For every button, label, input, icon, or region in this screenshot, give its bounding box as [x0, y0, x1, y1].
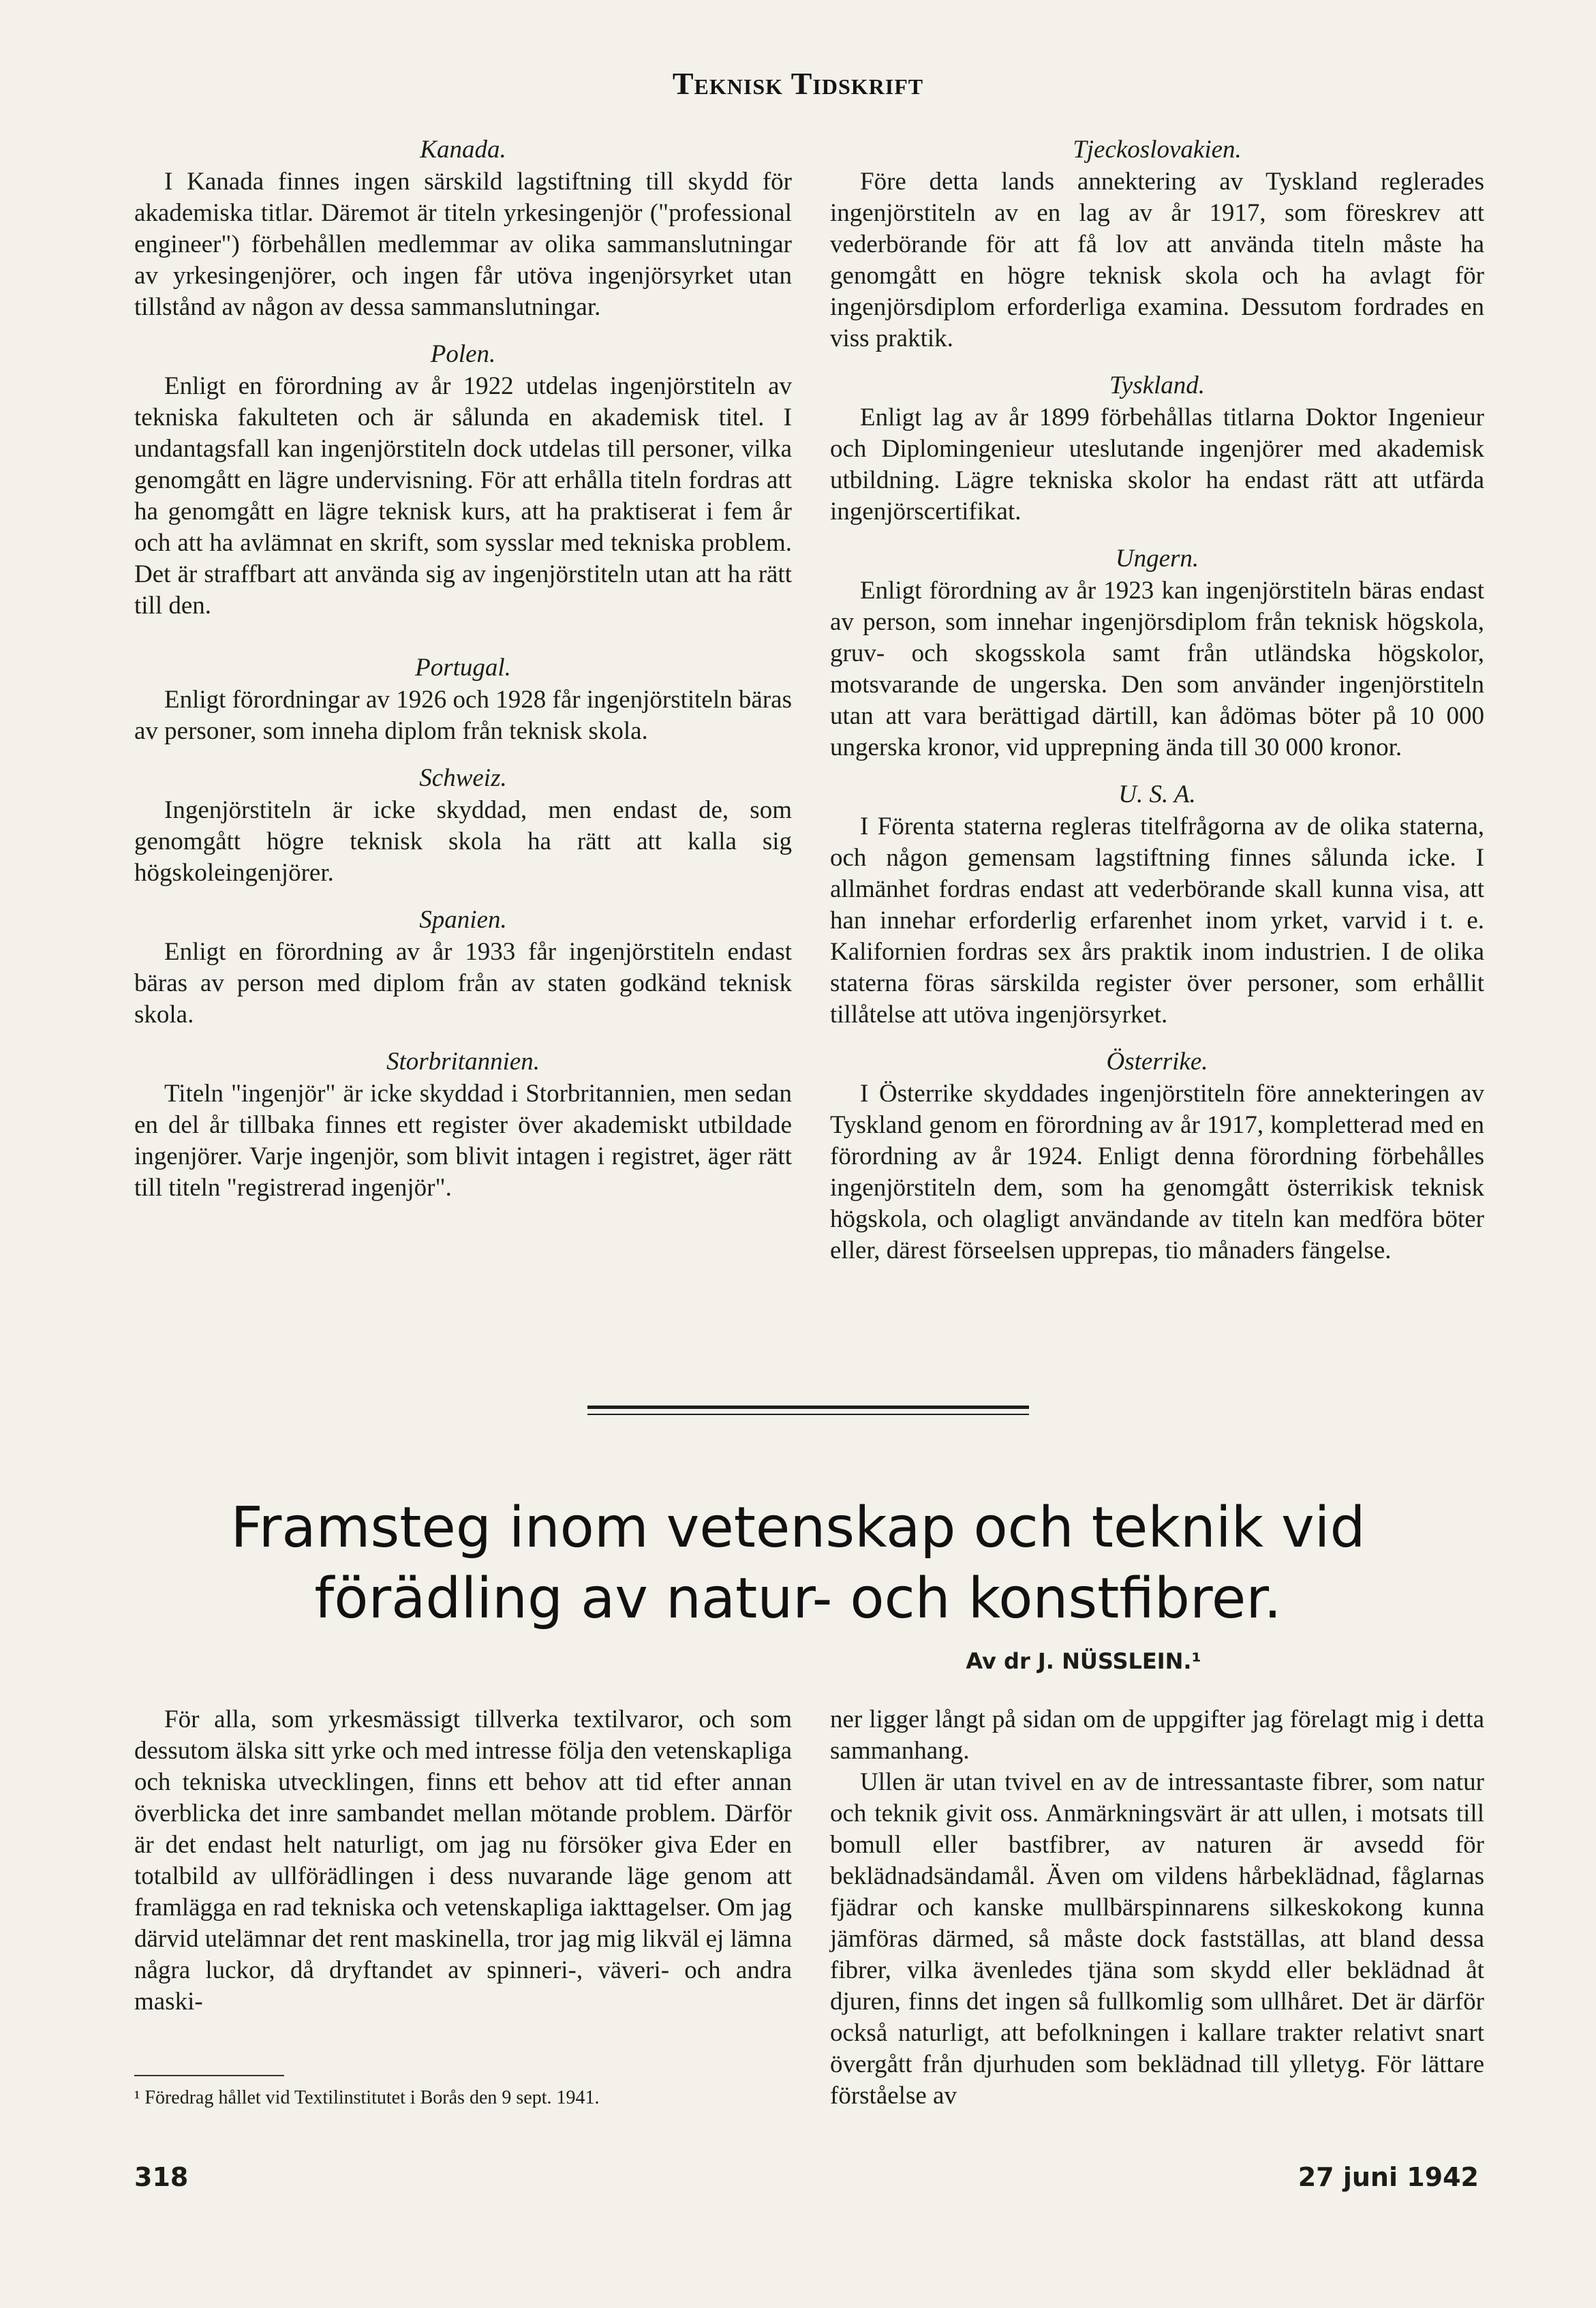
- section-portugal: [134, 652, 792, 747]
- article-paragraph: ner ligger långt på sidan om de uppgifter jag förelagt mig i detta sammanhang.: [830, 1705, 1484, 1765]
- section-divider-thin: [587, 1414, 1029, 1415]
- section-text: I Österrike skyddades ingenjörstiteln före annekteringen av Tyskland genom en förordning av år 1917, kompletterad med en förordning av år 1924. Enligt denna förordning förbehålles ingenjörstiteln dem, som ha genomgått österrikisk teknisk högskola, och olagligt användande av titeln kan medföra böter eller, därest förseelsen upprepas, tio månaders fängelse.: [830, 1080, 1484, 1264]
- article-paragraph: För alla, som yrkesmässigt tillverka textilvaror, och som dessutom älska sitt yrke och med intresse följa den vetenskapliga och tekniska utvecklingen, finns ett behov att tid efter annan överblicka det inre sambandet mellan mötande problem. Därför är det endast helt naturligt, om jag nu försöker giva Eder en totalbild av ullförädlingen i dess nuvarande läge genom att framlägga en rad tekniska och vetenskapliga iakttagelser. Om jag därvid utelämnar det rent maskinella, tror jag mig likväl ej lämna några luckor, då dryftandet av spinneri-, väveri- och andra maski-: [134, 1705, 792, 2016]
- section-text: Enligt en förordning av år 1933 får ingenjörstiteln endast bäras av person med diplom från av staten godkänd teknisk skola.: [134, 938, 792, 1029]
- article-title: Framsteg inom vetenskap och teknik vid förädling av natur- och konstfibrer.: [230, 1495, 1366, 1631]
- article-paragraph: Ullen är utan tvivel en av de intressantaste fibrer, som natur och teknik givit oss. Anmärkningsvärt är att ullen, i motsats till bomull eller bastfibrer, av naturen är avsedd för beklädnadsändamål. Även om vildens hårbeklädnad, fåglarnas fjädrar och kanske mullbärspinnarens silkeskokong kunna jämföras därmed, så måste dock fastställas, att bland dessa fibrer, vilka ävenledes tjäna som skydd eller beklädnad åt djuren, finns det ingen så fullkomlig som ullhåret. Det är därför också naturligt, att befolkningen i kallare trakter relativt snart övergått från djurhuden som beklädnad till ylletyg. För lättare förståelse av: [830, 1768, 1484, 2110]
- article-byline: Av dr J. NÜSSLEIN.¹: [966, 1648, 1201, 1674]
- section-text: Enligt förordningar av 1926 och 1928 får ingenjörstiteln bäras av personer, som inneha diplom från teknisk skola.: [134, 686, 792, 745]
- page-number: 318: [134, 2162, 189, 2192]
- article-right-column: [830, 1704, 1484, 2112]
- section-osterrike: [830, 1046, 1484, 1266]
- section-text: Ingenjörstiteln är icke skyddad, men endast de, som genomgått högre teknisk skola ha rätt att kalla sig högskoleingenjörer.: [134, 796, 792, 887]
- section-text: Före detta lands annektering av Tyskland reglerades ingenjörstiteln av en lag av år 1917, som föreskrev att vederbörande för att få lov att använda titeln måste ha genomgått en högre teknisk skola och ha avlagt för ingenjörsdiplom erforderliga examina. Dessutom fordrades en viss praktik.: [830, 168, 1484, 352]
- section-text: Titeln "ingenjör" är icke skyddad i Storbritannien, men sedan en del år tillbaka finnes ett register över akademiskt utbildade ingenjörer. Varje ingenjör, som blivit intagen i registret, äger rätt till titeln "registrerad ingenjör".: [134, 1080, 792, 1202]
- issue-date: 27 juni 1942: [1298, 2162, 1479, 2192]
- section-heading: Portugal.: [415, 654, 511, 682]
- article-left-column: [134, 1704, 792, 2018]
- section-text: Enligt lag av år 1899 förbehållas titlarna Doktor Ingenieur och Diplomingenieur uteslutande ingenjörer med akademisk utbildning. Lägre tekniska skolor ha endast rätt att utfärda ingenjörscertifikat.: [830, 404, 1484, 526]
- footnote-text: ¹ Föredrag hållet vid Textilinstitutet i Borås den 9 sept. 1941.: [134, 2087, 600, 2108]
- section-heading: Kanada.: [420, 136, 506, 164]
- section-tjeckoslovakien: [830, 134, 1484, 354]
- footnote-rule: [134, 2075, 284, 2076]
- section-heading: Tyskland.: [1109, 371, 1206, 399]
- section-text: I Kanada finnes ingen särskild lagstiftning till skydd för akademiska titlar. Däremot är titeln yrkesingenjör ("professional engineer") förbehållen medlemmar av olika sammanslutningar av yrkesingenjörer, och ingen får utöva ingenjörsyrket utan tillstånd av någon av dessa sammanslutningar.: [134, 168, 792, 321]
- section-text: Enligt en förordning av år 1922 utdelas ingenjörstiteln av tekniska fakulteten och är sålunda en akademisk titel. I undantagsfall kan ingenjörstiteln dock utdelas till personer, vilka genomgått en lägre undervisning. För att erhålla titeln fordras att ha genomgått en lägre teknisk kurs, att ha praktiserat i fem år och att ha avlämnat en skrift, som sysslar med tekniska problem. Det är straffbart att använda sig av ingenjörstiteln utan att ha rätt till den.: [134, 372, 792, 620]
- footnote: [134, 2075, 792, 2110]
- right-column-top: [830, 134, 1484, 1281]
- section-text: I Förenta staterna regleras titelfrågorna av de olika staterna, och någon gemensam lagstiftning finnes sålunda icke. I allmänhet fordras endast att vederbörande skall kunna visa, att han innehar erforderlig erfarenhet inom yrket, varvid i t. e. Kalifornien fordras sex års praktik inom industrien. I de olika staterna föras särskilda register över personer, som erhållit tillåtelse att utöva ingenjörsyrket.: [830, 813, 1484, 1029]
- journal-masthead: Teknisk Tidskrift: [672, 66, 924, 101]
- section-storbritannien: [134, 1046, 792, 1204]
- section-heading: Schweiz.: [419, 764, 507, 792]
- section-polen: [134, 338, 792, 622]
- section-heading: Tjeckoslovakien.: [1073, 136, 1242, 164]
- section-ungern: [830, 543, 1484, 763]
- section-heading: Spanien.: [419, 906, 507, 934]
- section-heading: U. S. A.: [1118, 780, 1196, 808]
- section-usa: [830, 778, 1484, 1031]
- left-column-top: [134, 134, 792, 1219]
- section-heading: Polen.: [430, 340, 496, 368]
- section-heading: Storbritannien.: [386, 1048, 540, 1076]
- section-kanada: [134, 134, 792, 323]
- section-divider-thick: [587, 1406, 1029, 1409]
- section-tyskland: [830, 369, 1484, 528]
- section-schweiz: [134, 762, 792, 889]
- section-spanien: [134, 904, 792, 1031]
- section-heading: Österrike.: [1106, 1048, 1208, 1076]
- section-text: Enligt förordning av år 1923 kan ingenjörstiteln bäras endast av person, som innehar ingenjörsdiplom från teknisk högskola, gruv- och skogsskola samt från utländska högskolor, motsvarande de ungerska. Den som använder ingenjörstiteln utan att vara berättigad därtill, kan ådömas böter på 10 000 ungerska kronor, vid upprepning ända till 30 000 kronor.: [830, 577, 1484, 761]
- section-heading: Ungern.: [1115, 545, 1199, 573]
